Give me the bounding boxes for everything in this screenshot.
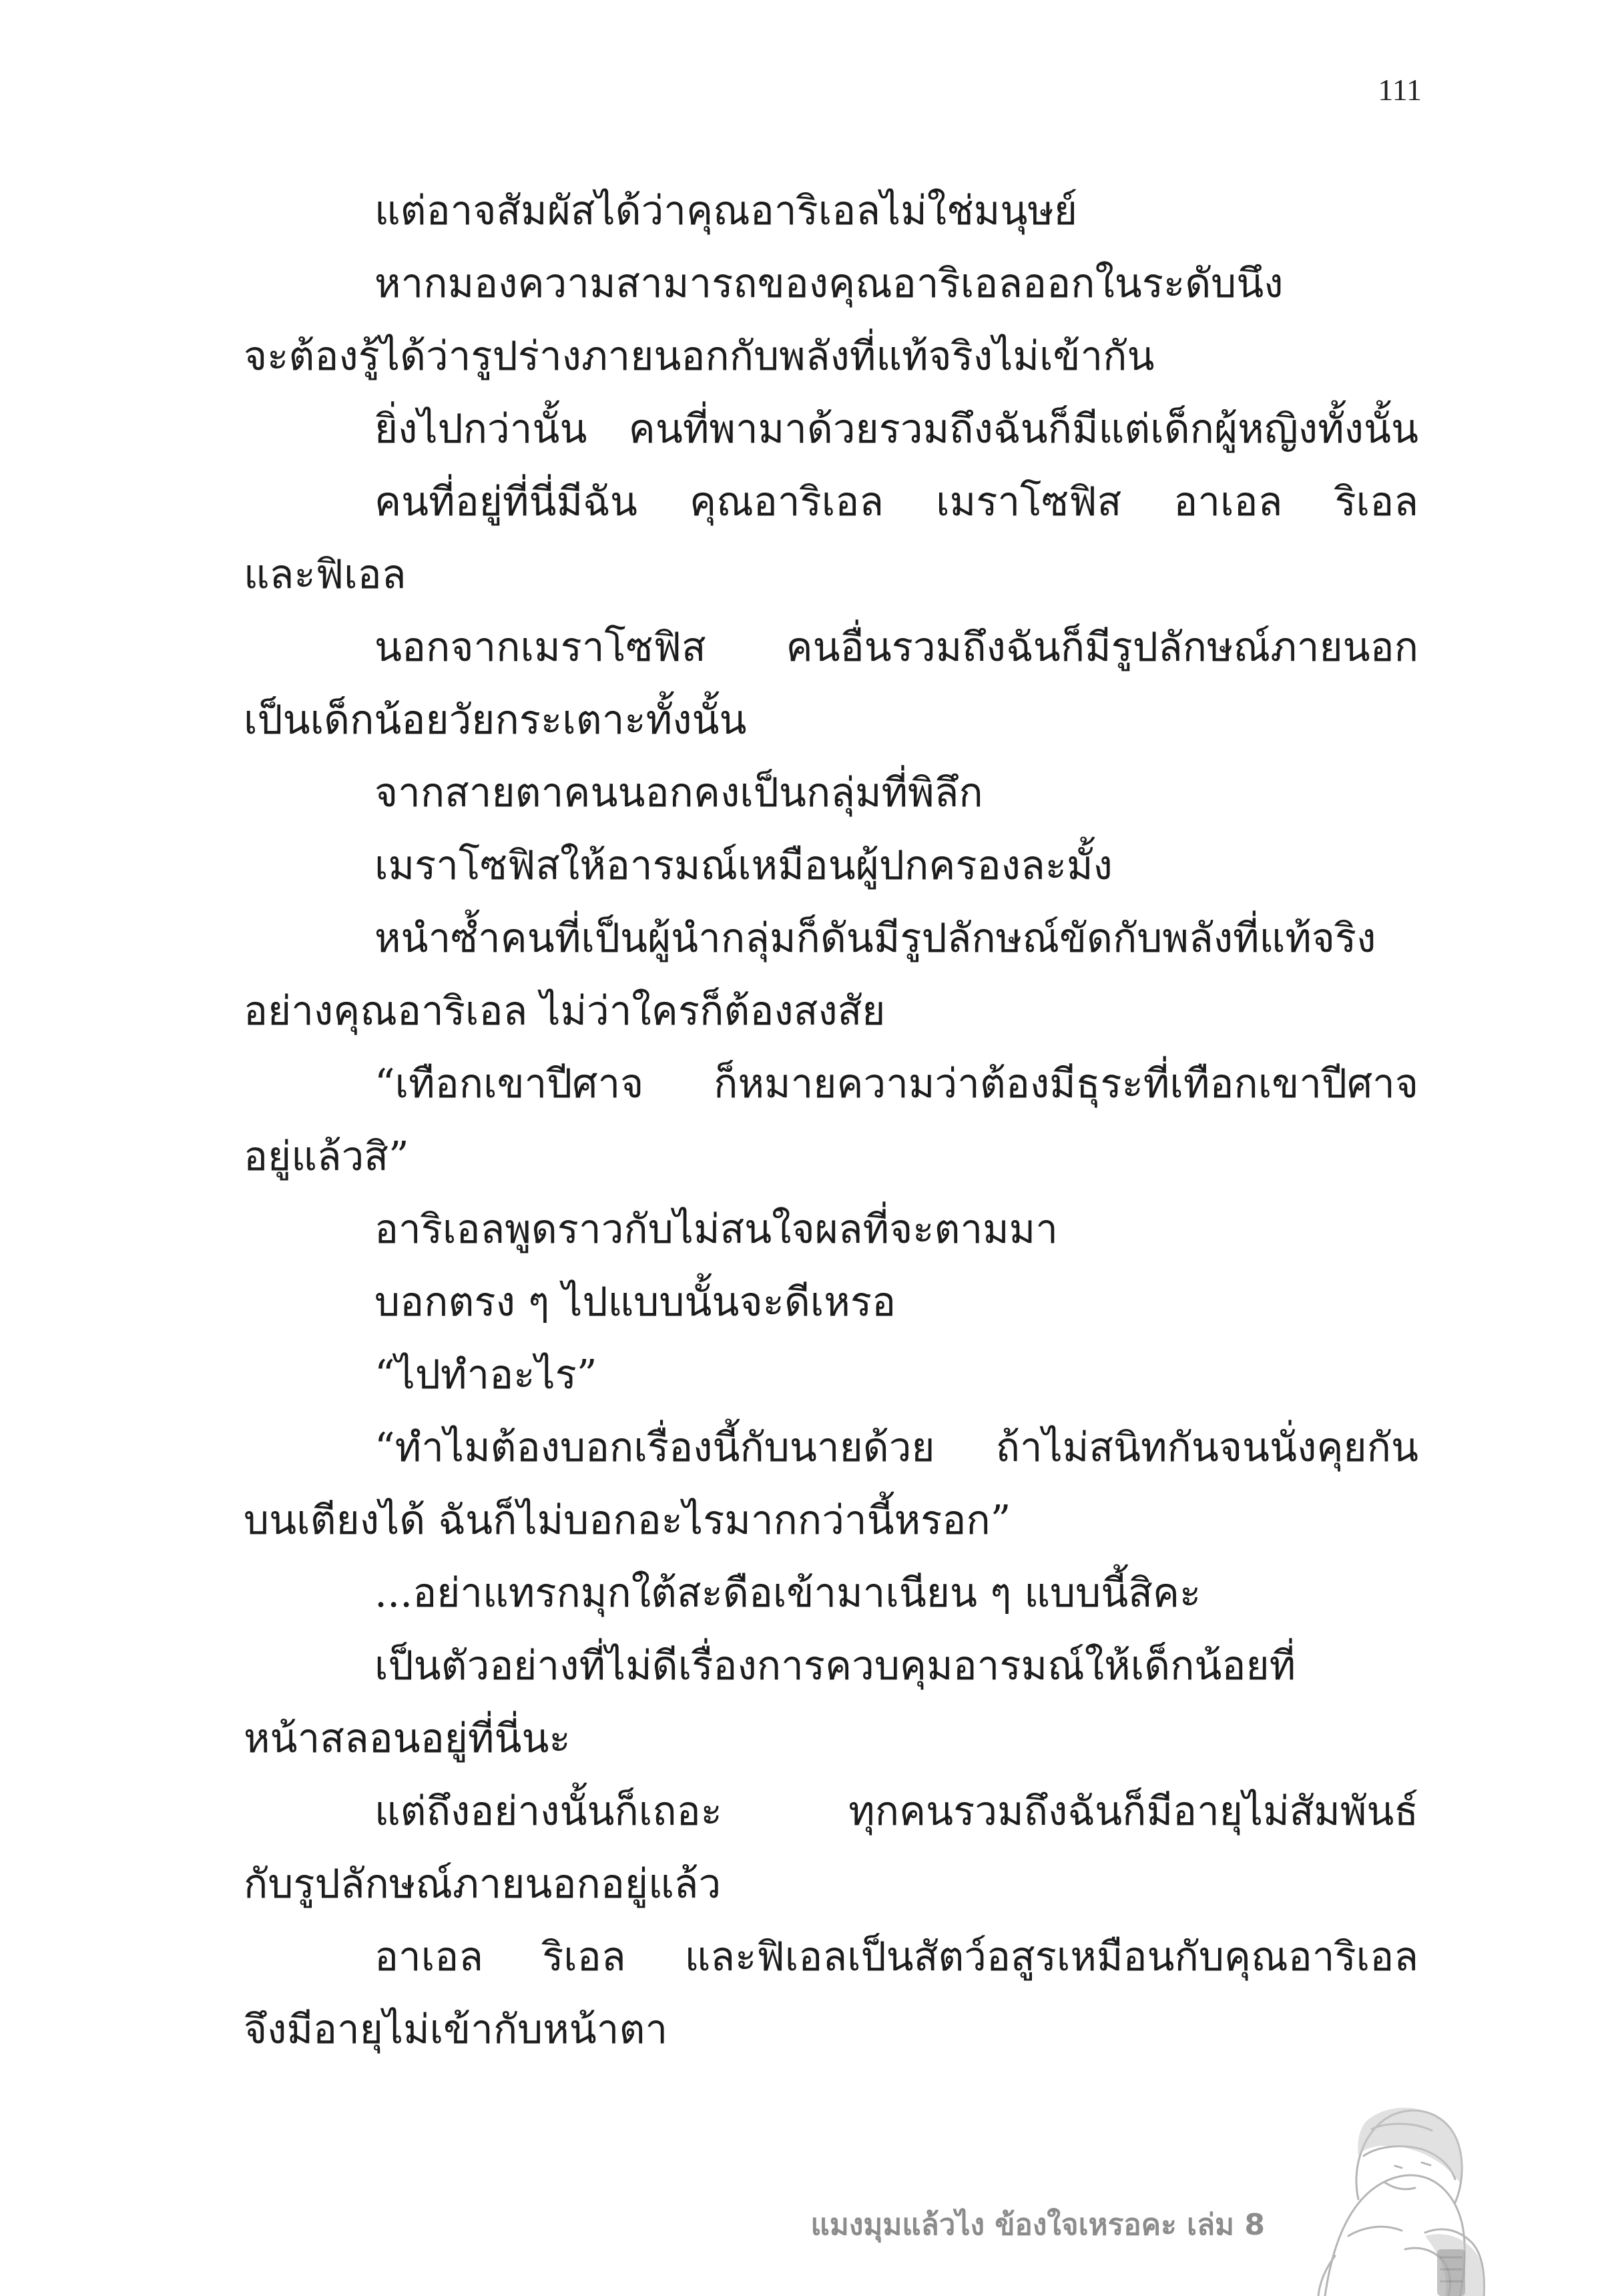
text-line: หน้าสลอนอยู่ที่นี่นะ xyxy=(244,1715,571,1762)
character-illustration xyxy=(1285,2082,1512,2296)
text-line: ...อย่าแทรกมุกใต้สะดือเข้ามาเนียน ๆ แบบนี้สิคะ xyxy=(374,1570,1201,1617)
text-line: จากสายตาคนนอกคงเป็นกลุ่มที่พิลึก xyxy=(374,770,983,816)
text-line: เป็นเด็กน้อยวัยกระเตาะทั้งนั้น xyxy=(244,697,747,744)
text-line: แต่อาจสัมผัสได้ว่าคุณอาริเอลไม่ใช่มนุษย์ xyxy=(374,188,1078,234)
text-line: จะต้องรู้ได้ว่ารูปร่างภายนอกกับพลังที่แท้จริงไม่เข้ากัน xyxy=(244,333,1155,380)
body-text xyxy=(244,175,1418,2066)
text-line: ยิ่งไปกว่านั้น คนที่พามาด้วยรวมถึงฉันก็มีแต่เด็กผู้หญิงทั้งนั้น xyxy=(374,406,1418,453)
text-line: อยู่แล้วสิ” xyxy=(244,1133,409,1180)
page-footer xyxy=(0,2082,1612,2296)
text-line: คนที่อยู่ที่นี่มีฉัน คุณอาริเอล เมราโซฟิส อาเอล ริเอล xyxy=(374,479,1418,525)
text-line: “ไปทำอะไร” xyxy=(374,1352,597,1398)
text-line: เป็นตัวอย่างที่ไม่ดีเรื่องการควบคุมอารมณ์ให้เด็กน้อยที่ xyxy=(374,1643,1296,1689)
text-line: จึงมีอายุไม่เข้ากับหน้าตา xyxy=(244,2006,668,2053)
text-line: กับรูปลักษณ์ภายนอกอยู่แล้ว xyxy=(244,1861,722,1908)
text-line: บนเตียงได้ ฉันก็ไม่บอกอะไรมากกว่านี้หรอก” xyxy=(244,1497,1011,1544)
text-line: และฟิเอล xyxy=(244,551,407,598)
text-line: หนำซ้ำคนที่เป็นผู้นำกลุ่มก็ดันมีรูปลักษณ์ขัดกับพลังที่แท้จริง xyxy=(374,915,1376,962)
text-line: “ทำไมต้องบอกเรื่องนี้กับนายด้วย ถ้าไม่สนิทกันจนนั่งคุยกัน xyxy=(374,1424,1418,1471)
text-line: อย่างคุณอาริเอล ไม่ว่าใครก็ต้องสงสัย xyxy=(244,988,886,1035)
text-line: หากมองความสามารถของคุณอาริเอลออกในระดับนึง xyxy=(374,260,1284,307)
page-number: 111 xyxy=(1378,73,1422,107)
text-line: อาเอล ริเอล และฟิเอลเป็นสัตว์อสูรเหมือนกับคุณอาริเอล xyxy=(374,1934,1418,1980)
text-line: เมราโซฟิสให้อารมณ์เหมือนผู้ปกครองละมั้ง xyxy=(374,842,1113,889)
text-line: แต่ถึงอย่างนั้นก็เถอะ ทุกคนรวมถึงฉันก็มีอายุไม่สัมพันธ์ xyxy=(374,1788,1418,1835)
text-line: บอกตรง ๆ ไปแบบนั้นจะดีเหรอ xyxy=(374,1279,896,1326)
text-line: “เทือกเขาปีศาจ ก็หมายความว่าต้องมีธุระที่เทือกเขาปีศาจ xyxy=(374,1061,1418,1107)
footer-book-title: แมงมุมแล้วไง ข้องใจเหรอคะ เล่ม 8 xyxy=(810,2208,1265,2242)
text-line: อาริเอลพูดราวกับไม่สนใจผลที่จะตามมา xyxy=(374,1206,1058,1253)
text-line: นอกจากเมราโซฟิส คนอื่นรวมถึงฉันก็มีรูปลักษณ์ภายนอก xyxy=(374,624,1418,671)
